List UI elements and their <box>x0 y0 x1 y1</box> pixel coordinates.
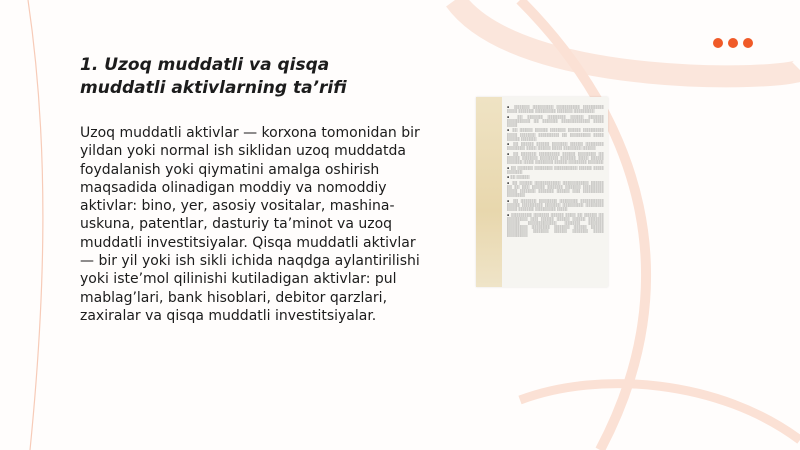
scan-page: ▪ ░░░░░░ ░░░░░░░░ ░░░░░░░░░ ░░░░░░░░ ░░░░ ░░░░░░ ░░░░░░░░ ░░░░░░ ░░░░░░░░ ▪ ░░ ░░░░░░ ░░░░░░░ ░░░░░ ░░░░░░ ░░░░░░░░░ ░░ ░░░░░░ ░░░░░░░░░░░ ░░░░ ░░░░ ▪ ░░ ░░░░░ ░░░░░ ░░░░░░ ░░░░░ ░░░░░░░░ ░░░░ ░░░░░░ ░░░░░░░░ ░░ ░░░░░░░░ ░░░░ ░░░░░ ░░░░░░ ▪ ░░ ░░░░░ ░░░░░ ░░░░░░ ░░░░░ ░░░░░░░ ░░░░░░░ ░░░░ ░░░░░ ░░░░ ░░░░░░░ ░░░░░ ▪ ░░ ░░░░░░ ░░░░░░░░ ░░░░░ ░░░░░░░ ░░ ░░░░░ ░░░░░░ ░░░░░░░ ░░░░░░ ░░░░ ░░░░░ ░░░░░░ ░░░░ ░░░░░░░ ░░░░░ ░░░░░░░ ░░░░░░ ▪ ░░ ░░░░░░ ░░░░░░░ ░░░░░░░░░ ░░░░░ ░░░░ ░░░░░░ ▪ ░░ ░░░░░ ▪ ░░ ░░░░░ ░░░░░░░░░░ ░░░░░░░░░░ ░░░░░ ░░ ░░ ░░░ ░░░░░ ░░░░░░ ░░░░░░ ░░░░░░░░ ░░░░ ░░░░░░ ░░░░░░ ░░░░░ ░░░ ░░░░░░░░ ░░░░░░░ ▪ ░░ ░░░░░░ ░░░░░░░ ░░░░░░░ ░░░░░░░░░ ░░░░░ ░░░░░░░░ ░░░░░░ ░░░░░░░░ ░░░░░░░ ░░░░ ░░░░░░ ░░░░░░░░ ░░░░ ▪ ░░░░░░░░ ░░░░░░ ░░░░░ ░░░░ ░░ ░░░░░ ░░ ░░░░░░░░ ░░░ ░░░░░ ░░░░░ ░░░░░ ░░░░░░ ░░░░░ ░░░░░░░░░░░ ░░░░░░ ░░░░░░ ░░░░░░░░ ░░░░░░░ ░░░░░░ ░░░░░ ░░░░░ ░░░░░░░░ ░░░░░░ ░░░░░ ░░░░░░ ░░░░ ░░░░░░░░ <box>507 105 604 238</box>
document-scan-image <box>476 97 608 287</box>
arc-left-line <box>28 0 43 450</box>
slide-body-text: Uzoq muddatli aktivlar — korxona tomonidan bir yildan yoki normal ish siklidan uzoq muddatda foydalanish yoki qiymatini amalga oshirish maqsadida olinadigan moddiy va nomoddiy aktivlar: bino, yer, asosiy vositalar, mashina-uskuna, patentlar, dasturiy ta’minot va uzoq muddatli investitsiyalar. Qisqa muddatli aktivlar — bir yil yoki ish sikli ichida naqdga aylantirilishi yoki iste’mol qilinishi kutiladigan aktivlar: pul mablag’lari, bank hisoblari, debitor qarzlari, zaxiralar va qisqa muddatli investitsiyalar. <box>80 125 420 324</box>
accent-dot <box>743 38 753 48</box>
accent-dot <box>728 38 738 48</box>
arc-bottom <box>520 384 800 440</box>
accent-dot <box>713 38 723 48</box>
scan-binding-stripe <box>476 97 502 287</box>
slide-title: 1. Uzoq muddatli va qisqa muddatli aktivlarning ta’rifi <box>80 55 347 98</box>
accent-dots <box>713 38 753 48</box>
